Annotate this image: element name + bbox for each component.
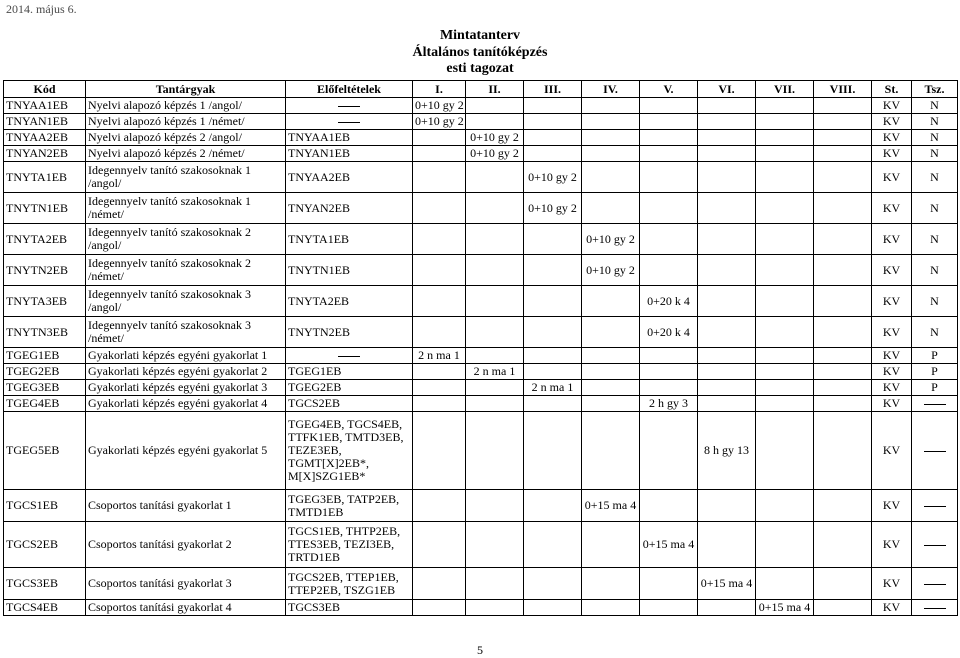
table-row [4,568,958,600]
semester-cell [756,286,814,317]
semester-cell [466,255,524,286]
tsz-cell: P [912,348,958,364]
status-cell: KV [872,130,912,146]
document-title: Mintatanterv [439,28,521,43]
semester-cell [413,600,466,616]
semester-cell: 8 h gy 13 [698,412,756,490]
semester-cell [640,255,698,286]
semester-cell [466,98,524,114]
table-row [4,224,958,255]
semester-cell [814,568,872,600]
tsz-cell [912,600,958,616]
semester-cell [698,146,756,162]
course-code: TGEG2EB [4,364,86,380]
semester-cell: 0+10 gy 2 [413,114,466,130]
status-cell: KV [872,600,912,616]
tsz-cell [912,568,958,600]
semester-cell [814,348,872,364]
status-cell: KV [872,224,912,255]
prerequisites: TNYAN1EB [286,146,413,162]
semester-cell [640,364,698,380]
semester-cell [582,348,640,364]
semester-cell [413,255,466,286]
course-name: Gyakorlati képzés egyéni gyakorlat 1 [86,348,286,364]
semester-cell [413,380,466,396]
semester-cell: 0+10 gy 2 [524,162,582,193]
semester-cell: 2 n ma 1 [413,348,466,364]
semester-cell [756,412,814,490]
table-row [4,380,958,396]
semester-cell [524,114,582,130]
semester-cell: 0+10 gy 2 [582,255,640,286]
dash-mark [338,122,360,123]
prerequisites: TGCS2EB [286,396,413,412]
prerequisites: TNYAN2EB [286,193,413,224]
course-code: TNYAA1EB [4,98,86,114]
course-name: Gyakorlati képzés egyéni gyakorlat 3 [86,380,286,396]
course-name: Idegennyelv tanító szakosoknak 2 /angol/ [86,224,286,255]
semester-cell [640,490,698,522]
prerequisites: TNYTN2EB [286,317,413,348]
course-code: TNYAA2EB [4,130,86,146]
semester-cell [582,380,640,396]
header-cell: II. [466,81,524,98]
semester-cell: 2 h gy 3 [640,396,698,412]
table-row [4,162,958,193]
semester-cell [524,98,582,114]
course-name: Nyelvi alapozó képzés 2 /német/ [86,146,286,162]
prerequisites [286,348,413,364]
semester-cell [582,600,640,616]
course-code: TNYTA2EB [4,224,86,255]
semester-cell [466,224,524,255]
semester-cell [413,224,466,255]
semester-cell [466,600,524,616]
header-cell: VIII. [814,81,872,98]
header-cell: III. [524,81,582,98]
semester-cell [756,380,814,396]
header-cell: IV. [582,81,640,98]
tsz-cell: N [912,162,958,193]
semester-cell [698,522,756,568]
semester-cell: 0+15 ma 4 [582,490,640,522]
status-cell: KV [872,98,912,114]
semester-cell [814,380,872,396]
semester-cell [413,364,466,380]
prerequisites: TGEG4EB, TGCS4EB, TTFK1EB, TMTD3EB, TEZE3EB, TGMT[X]2EB*, M[X]SZG1EB* [286,412,413,490]
semester-cell [582,286,640,317]
semester-cell [413,490,466,522]
prerequisites [286,114,413,130]
header-cell: St. [872,81,912,98]
semester-cell [466,317,524,348]
tsz-cell: N [912,130,958,146]
tsz-cell [912,490,958,522]
semester-cell [698,162,756,193]
semester-cell [524,286,582,317]
semester-cell [698,348,756,364]
prerequisites [286,98,413,114]
prerequisites: TGEG2EB [286,380,413,396]
semester-cell: 0+15 ma 4 [756,600,814,616]
semester-cell [698,255,756,286]
dash-mark [338,356,360,357]
dash-mark [924,404,946,405]
semester-cell: 0+10 gy 2 [582,224,640,255]
tsz-cell: P [912,364,958,380]
table-row [4,317,958,348]
table-row [4,522,958,568]
semester-cell [698,224,756,255]
semester-cell [466,193,524,224]
semester-cell [698,396,756,412]
semester-cell [640,98,698,114]
semester-cell [413,146,466,162]
semester-cell: 0+20 k 4 [640,317,698,348]
course-name: Nyelvi alapozó képzés 1 /angol/ [86,98,286,114]
dash-mark [924,506,946,507]
course-code: TNYTN3EB [4,317,86,348]
status-cell: KV [872,412,912,490]
semester-cell [756,364,814,380]
semester-cell [466,490,524,522]
semester-cell [413,130,466,146]
semester-cell [413,412,466,490]
semester-cell [814,98,872,114]
semester-cell [524,348,582,364]
tsz-cell: N [912,317,958,348]
semester-cell [698,130,756,146]
semester-cell [524,146,582,162]
semester-cell [413,317,466,348]
semester-cell [640,130,698,146]
prerequisites: TNYTN1EB [286,255,413,286]
semester-cell [466,348,524,364]
status-cell: KV [872,193,912,224]
semester-cell [814,396,872,412]
semester-cell [756,317,814,348]
semester-cell [698,364,756,380]
course-code: TNYAN1EB [4,114,86,130]
course-code: TGCS2EB [4,522,86,568]
course-code: TGEG1EB [4,348,86,364]
course-code: TGCS1EB [4,490,86,522]
table-row [4,98,958,114]
semester-cell [582,146,640,162]
semester-cell: 2 n ma 1 [524,380,582,396]
semester-cell [698,490,756,522]
prerequisites: TNYTA2EB [286,286,413,317]
table-body [4,98,958,616]
prerequisites: TNYAA2EB [286,162,413,193]
table-row [4,130,958,146]
semester-cell [582,364,640,380]
print-date: 2014. május 6. [6,2,77,16]
semester-cell: 0+10 gy 2 [466,146,524,162]
status-cell: KV [872,114,912,130]
semester-cell [582,193,640,224]
tsz-cell [912,396,958,412]
status-cell: KV [872,380,912,396]
course-name: Csoportos tanítási gyakorlat 2 [86,522,286,568]
semester-cell [814,490,872,522]
semester-cell [466,522,524,568]
semester-cell [814,224,872,255]
status-cell: KV [872,146,912,162]
semester-cell [524,412,582,490]
header-cell: Kód [4,81,86,98]
semester-cell: 0+10 gy 2 [413,98,466,114]
semester-cell [466,568,524,600]
semester-cell [640,348,698,364]
course-name: Csoportos tanítási gyakorlat 4 [86,600,286,616]
semester-cell [466,114,524,130]
dash-mark [924,545,946,546]
semester-cell [698,380,756,396]
status-cell: KV [872,490,912,522]
semester-cell [582,396,640,412]
semester-cell [524,255,582,286]
course-name: Gyakorlati képzés egyéni gyakorlat 2 [86,364,286,380]
prerequisites: TGEG3EB, TATP2EB, TMTD1EB [286,490,413,522]
semester-cell [413,286,466,317]
table-row [4,255,958,286]
course-code: TGEG4EB [4,396,86,412]
tsz-cell [912,522,958,568]
status-cell: KV [872,348,912,364]
status-cell: KV [872,317,912,348]
course-code: TNYTA1EB [4,162,86,193]
table-row [4,396,958,412]
status-cell: KV [872,286,912,317]
course-code: TNYTN1EB [4,193,86,224]
semester-cell [524,224,582,255]
semester-cell [640,380,698,396]
semester-cell [814,286,872,317]
semester-cell [640,600,698,616]
table-header-row [4,81,958,98]
semester-cell: 0+20 k 4 [640,286,698,317]
semester-cell [582,412,640,490]
semester-cell [466,162,524,193]
status-cell: KV [872,364,912,380]
tsz-cell: N [912,98,958,114]
semester-cell [582,162,640,193]
table-row [4,146,958,162]
course-name: Idegennyelv tanító szakosoknak 1 /angol/ [86,162,286,193]
tsz-cell: N [912,193,958,224]
semester-cell [698,114,756,130]
semester-cell [698,286,756,317]
course-name: Idegennyelv tanító szakosoknak 1 /német/ [86,193,286,224]
semester-cell [582,114,640,130]
document-subtitle-2: esti tagozat [446,61,514,76]
semester-cell [524,130,582,146]
dash-mark [924,451,946,452]
course-name: Gyakorlati képzés egyéni gyakorlat 4 [86,396,286,412]
semester-cell [640,146,698,162]
semester-cell [466,412,524,490]
semester-cell [524,490,582,522]
table-row [4,364,958,380]
semester-cell [756,146,814,162]
semester-cell [756,130,814,146]
semester-cell [582,130,640,146]
course-code: TGEG3EB [4,380,86,396]
semester-cell [698,317,756,348]
semester-cell [640,193,698,224]
semester-cell: 0+15 ma 4 [698,568,756,600]
semester-cell [524,396,582,412]
semester-cell [413,396,466,412]
course-code: TNYTA3EB [4,286,86,317]
dash-mark [924,584,946,585]
table-row [4,348,958,364]
tsz-cell: N [912,146,958,162]
table-row [4,412,958,490]
semester-cell [524,317,582,348]
semester-cell [756,396,814,412]
semester-cell: 0+10 gy 2 [524,193,582,224]
prerequisites: TGEG1EB [286,364,413,380]
semester-cell [640,162,698,193]
tsz-cell: N [912,114,958,130]
semester-cell [814,130,872,146]
semester-cell [466,396,524,412]
semester-cell [756,193,814,224]
status-cell: KV [872,522,912,568]
tsz-cell: N [912,255,958,286]
header-cell: VI. [698,81,756,98]
prerequisites: TNYAA1EB [286,130,413,146]
page-number: 5 [477,643,483,657]
header-cell: I. [413,81,466,98]
semester-cell [582,98,640,114]
semester-cell [640,114,698,130]
table-row [4,286,958,317]
semester-cell [814,600,872,616]
semester-cell [756,162,814,193]
semester-cell [413,522,466,568]
header-cell: Tantárgyak [86,81,286,98]
semester-cell [756,224,814,255]
semester-cell [756,490,814,522]
semester-cell [814,146,872,162]
semester-cell: 2 n ma 1 [466,364,524,380]
document-subtitle: Általános tanítóképzés [412,45,548,60]
header-cell: Előfeltételek [286,81,413,98]
semester-cell [698,600,756,616]
semester-cell [466,380,524,396]
semester-cell [756,348,814,364]
semester-cell [756,568,814,600]
course-name: Gyakorlati képzés egyéni gyakorlat 5 [86,412,286,490]
semester-cell [524,600,582,616]
header-cell: Tsz. [912,81,958,98]
semester-cell [524,522,582,568]
course-name: Csoportos tanítási gyakorlat 3 [86,568,286,600]
semester-cell [814,364,872,380]
semester-cell [814,412,872,490]
semester-cell [814,255,872,286]
header-cell: VII. [756,81,814,98]
course-code: TNYTN2EB [4,255,86,286]
prerequisites: TGCS3EB [286,600,413,616]
tsz-cell [912,412,958,490]
semester-cell [413,568,466,600]
dash-mark [924,608,946,609]
semester-cell [698,98,756,114]
semester-cell [814,317,872,348]
course-code: TGCS3EB [4,568,86,600]
prerequisites: TGCS2EB, TTEP1EB, TTEP2EB, TSZG1EB [286,568,413,600]
semester-cell [756,522,814,568]
semester-cell: 0+10 gy 2 [466,130,524,146]
semester-cell: 0+15 ma 4 [640,522,698,568]
semester-cell [756,114,814,130]
semester-cell [698,193,756,224]
table-row [4,600,958,616]
course-name: Idegennyelv tanító szakosoknak 3 /angol/ [86,286,286,317]
course-name: Idegennyelv tanító szakosoknak 3 /német/ [86,317,286,348]
semester-cell [814,114,872,130]
header-cell: V. [640,81,698,98]
dash-mark [338,106,360,107]
course-code: TGEG5EB [4,412,86,490]
status-cell: KV [872,396,912,412]
course-name: Nyelvi alapozó képzés 1 /német/ [86,114,286,130]
tsz-cell: N [912,286,958,317]
semester-cell [756,255,814,286]
tsz-cell: P [912,380,958,396]
semester-cell [640,568,698,600]
course-code: TNYAN2EB [4,146,86,162]
semester-cell [524,364,582,380]
status-cell: KV [872,568,912,600]
semester-cell [640,412,698,490]
table-row [4,490,958,522]
course-name: Idegennyelv tanító szakosoknak 2 /német/ [86,255,286,286]
semester-cell [524,568,582,600]
semester-cell [640,224,698,255]
course-name: Csoportos tanítási gyakorlat 1 [86,490,286,522]
semester-cell [756,98,814,114]
course-name: Nyelvi alapozó képzés 2 /angol/ [86,130,286,146]
semester-cell [413,193,466,224]
semester-cell [466,286,524,317]
semester-cell [582,522,640,568]
table-row [4,193,958,224]
tsz-cell: N [912,224,958,255]
semester-cell [814,162,872,193]
curriculum-table [3,80,958,616]
semester-cell [814,522,872,568]
semester-cell [413,162,466,193]
table-row [4,114,958,130]
semester-cell [582,568,640,600]
semester-cell [814,193,872,224]
course-code: TGCS4EB [4,600,86,616]
status-cell: KV [872,255,912,286]
prerequisites: TGCS1EB, THTP2EB, TTES3EB, TEZI3EB, TRTD1EB [286,522,413,568]
semester-cell [582,317,640,348]
prerequisites: TNYTA1EB [286,224,413,255]
status-cell: KV [872,162,912,193]
